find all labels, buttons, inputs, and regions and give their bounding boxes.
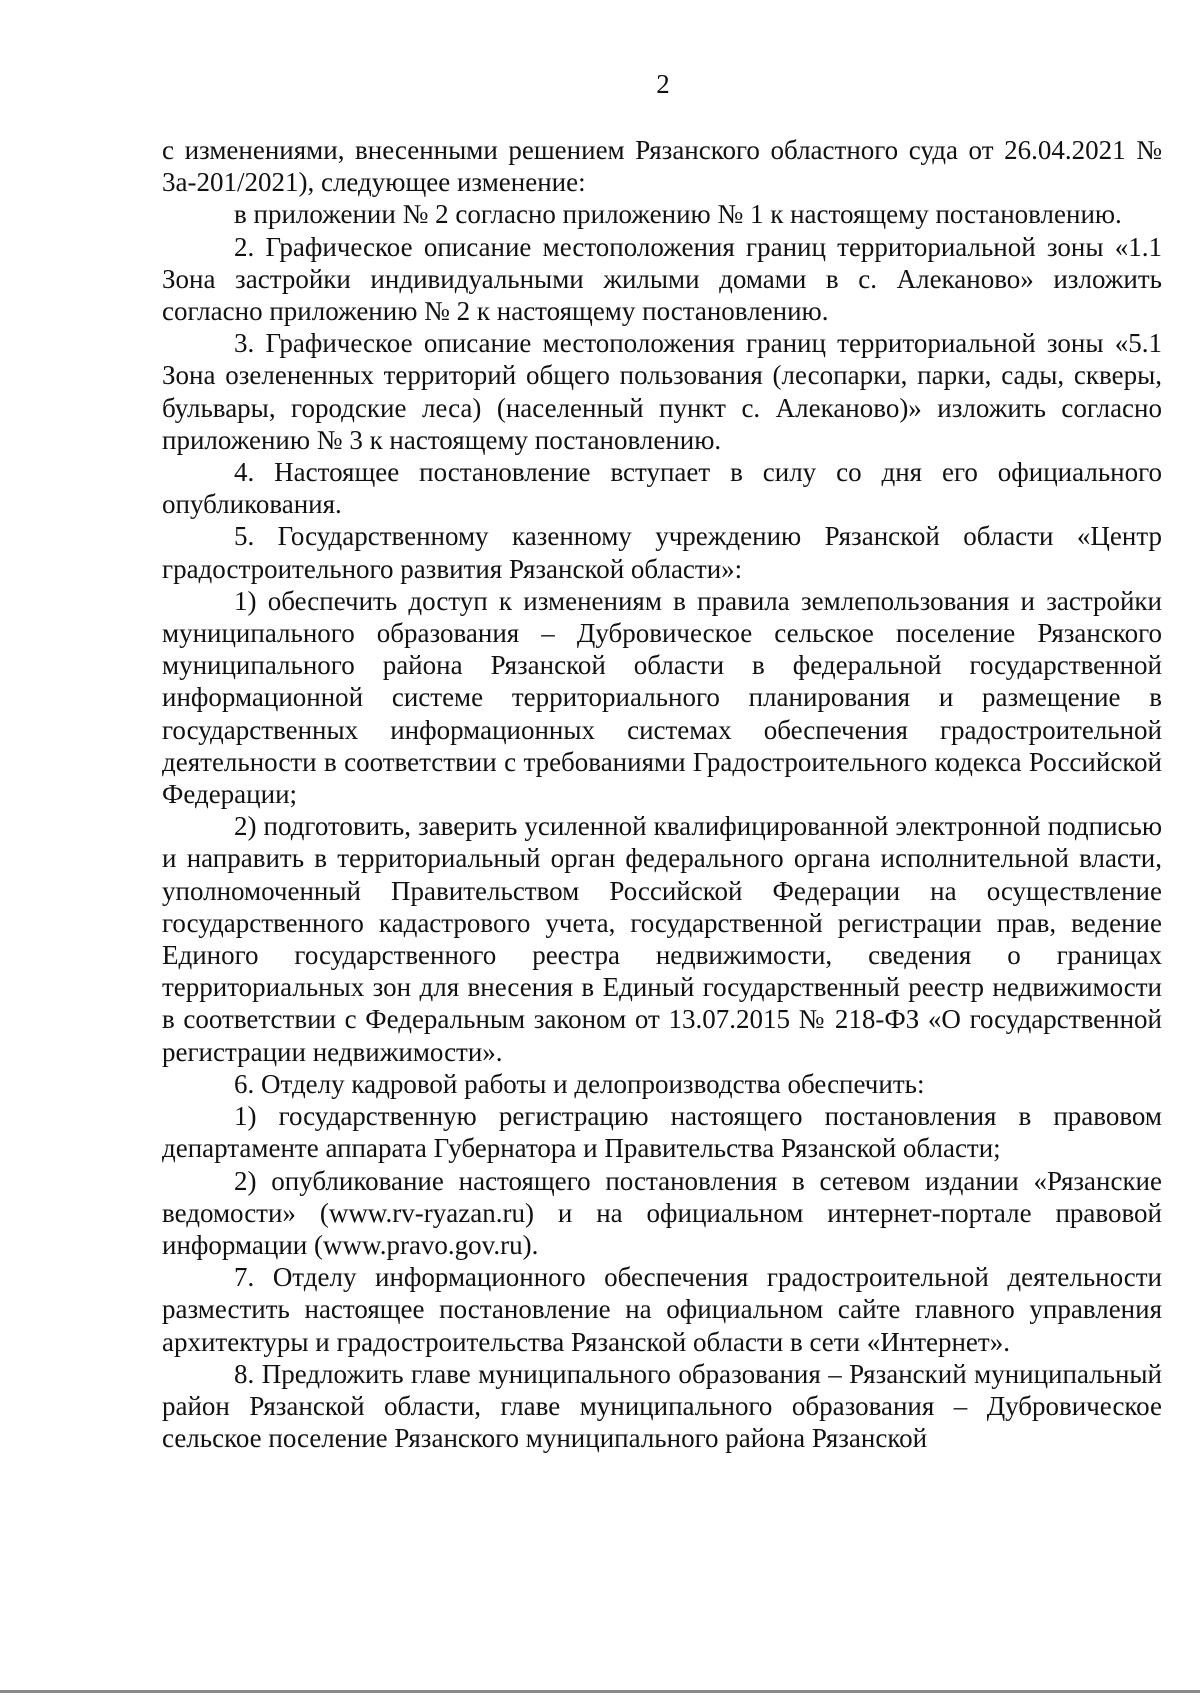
paragraph-item-6: 6. Отделу кадровой работы и делопроизводства обеспечить: [234, 1068, 925, 1099]
paragraph-item-3: 3. Графическое описание местоположения границ территориальной зоны «5.1 Зона озелененных территорий общего пользования (лесопарки, парки, сады, скверы, бульвары, городские леса) (населенный пункт с. Алеканово)» изложить согласно приложению № 3 к настоящему постановлению. [162, 328, 1162, 455]
paragraph-continuation: с изменениями, внесенными решением Рязанского областного суда от 26.04.2021 № 3а-201/2021), следующее изменение: [162, 135, 1162, 198]
paragraph-item-7: 7. Отделу информационного обеспечения градостроительной деятельности разместить настоящее постановление на официальном сайте главного управления архитектуры и градостроительства Рязанской области в сети «Интернет». [162, 1262, 1162, 1357]
paragraph-item-6-2: 2) опубликование настоящего постановления в сетевом издании «Рязанские ведомости» (www.rv-ryazan.ru) и на официальном интернет-портале правовой информации (www.pravo.gov.ru). [162, 1165, 1162, 1260]
paragraph-item-5-1: 1) обеспечить доступ к изменениям в правила землепользования и застройки муниципального образования – Дубровическое сельское поселение Рязанского муниципального района Рязанской области в федеральной государственной информационной системе территориального планирования и размещение в государственных информационных системах обеспечения градостроительной деятельности в соответствии с требованиями Градостроительного кодекса Российской Федерации; [162, 585, 1162, 810]
paragraph-item-2: 2. Графическое описание местоположения границ территориальной зоны «1.1 Зона застройки индивидуальными жилыми домами в с. Алеканово» изложить согласно приложению № 2 к настоящему постановлению. [162, 231, 1162, 327]
page-number: 2 [656, 69, 670, 99]
document-body [162, 134, 1162, 1454]
paragraph-item-5: 5. Государственному казенному учреждению Рязанской области «Центр градостроительного развития Рязанской области»: [162, 521, 1162, 584]
paragraph-appendix-change: в приложении № 2 согласно приложению № 1 к настоящему постановлению. [234, 199, 1122, 230]
paragraph-item-8: 8. Предложить главе муниципального образования – Рязанский муниципальный район Рязанской области, главе муниципального образования – Дубровическое сельское поселение Рязанского муниципального района Рязанской [162, 1358, 1162, 1454]
scan-bottom-edge [0, 1690, 1200, 1693]
paragraph-item-4: 4. Настоящее постановление вступает в силу со дня его официального опубликования. [162, 457, 1162, 520]
paragraph-item-6-1: 1) государственную регистрацию настоящего постановления в правовом департаменте аппарата Губернатора и Правительства Рязанской области; [162, 1101, 1162, 1164]
paragraph-item-5-2: 2) подготовить, заверить усиленной квалифицированной электронной подписью и направить в территориальный орган федерального органа исполнительной власти, уполномоченный Правительством Российской Федерации на осуществление государственного кадастрового учета, государственной регистрации прав, ведение Единого государственного реестра недвижимости, сведения о границах территориальных зон для внесения в Единый государственный реестр недвижимости в соответствии с Федеральным законом от 13.07.2015 № 218-ФЗ «О государственной регистрации недвижимости». [162, 811, 1162, 1067]
